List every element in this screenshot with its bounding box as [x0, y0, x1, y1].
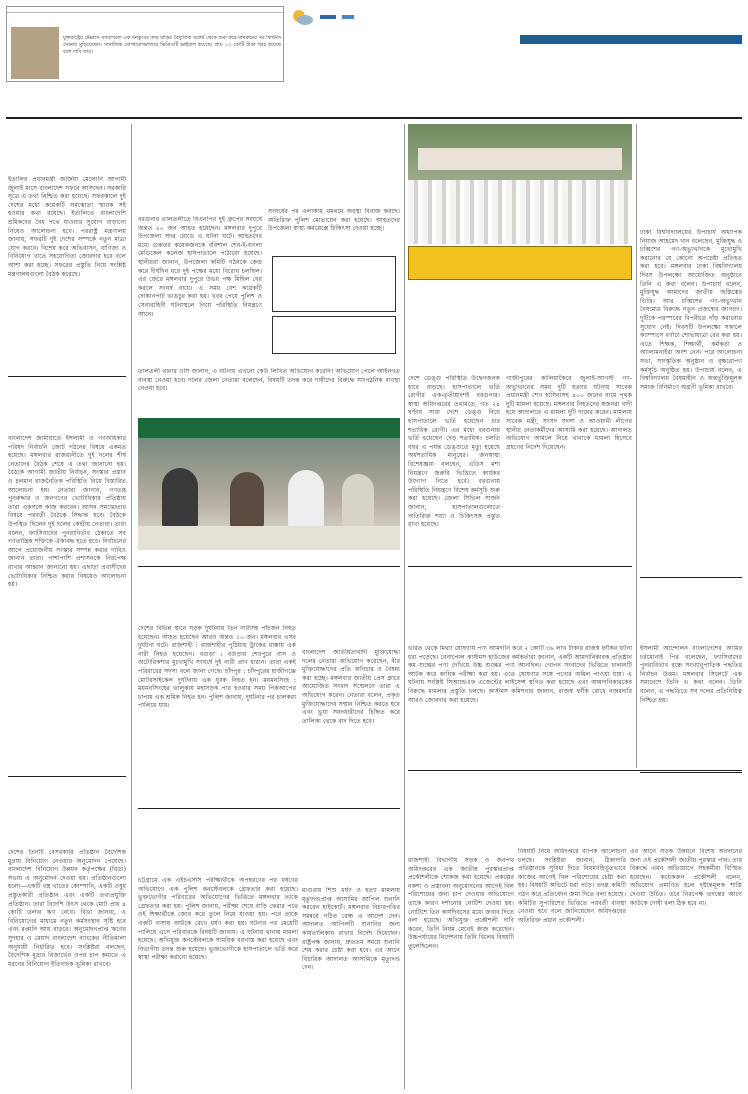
press-conference-photo: [138, 438, 400, 550]
engineer-body-a: রাজশাহী বিভাগীয় সড়ক ও জনপথ অধিদপ্তরের এক জাতীয় পুরস্কারপ্রাপ্ত প্রকৌশলীকে শোকজ করা হয়েছে। প্রকল্পের নকশা ও প্রস্তাবনা অনুমোদনের আগেই বিল পরিশোধের জন্য চাপ দেওয়ার অভিযোগে তাকে কারণ দর্শানোর নোটিশ দেওয়া হয়। নোটিশে তিন কার্যদিবসের মধ্যে জবাব দিতে বলা হয়েছে। অভিযুক্ত প্রকৌশলী দাবি করেন, তিনি নিয়ম মেনেই কাজ করেছেন। উচ্চপর্যায়ের নির্দেশনায় তিনি বিলের বিষয়টি তুলেছিলেন।: [408, 857, 514, 950]
top-ad-photo: [11, 27, 59, 79]
top-ad-title: [7, 7, 283, 13]
election-body: বাংলাদেশ জামায়াতে ইসলামী ও গণঅধিকার পরিষদ নির্বাচনি জোট গঠনের বিষয়ে একমত হয়েছে। মঙ্গলবার রাজধানীতে দুই দলের শীর্ষ নেতাদের বৈঠক শেষে এ তথ্য জানানো হয়। বৈঠকে আগামী জাতীয় নির্বাচন, সংস্কার প্রস্তাব ও চলমান রাজনৈতিক পরিস্থিতি নিয়ে বিস্তারিত আলোচনা হয়। নেতারা জানান, গণতন্ত্র পুনরুদ্ধার ও জনগণের ভোটাধিকার প্রতিষ্ঠায় তারা একসঙ্গে কাজ করবেন। আসন সমঝোতার বিষয়ে পরবর্তী বৈঠকে সিদ্ধান্ত হবে। বৈঠকে উপস্থিত ছিলেন দুই দলের কেন্দ্রীয় নেতারা। তারা বলেন, ফ্যাসিবাদের পুনরাবির্ভাব ঠেকাতে সব গণতান্ত্রিক শক্তিকে ঐক্যবদ্ধ হতে হবে। নির্বাচনের আগে প্রয়োজনীয় সংস্কার সম্পন্ন করার দাবিও জানান তারা। পাশাপাশি প্রশাসনকে নিরপেক্ষ রাখার আহ্বান জানানো হয়। এছাড়া প্রবাসীদের ভোটাধিকার নিশ্চিত করার বিষয়েও আলোচনা হয়।: [8, 435, 126, 589]
mother-body: মাগুরায় শিশু ধর্ষণ ও হত্যা মামলায় মৃত্যুদণ্ডপ্রাপ্ত আসামির আপিল শুনানি করবেন হাইকোর্ট। মঙ্গলবার বিচারপতির সমন্বয়ে গঠিত বেঞ্চ এ আদেশ দেন। আদালত আপিলটি শুনানির জন্য কার্যতালিকায় রাখার নির্দেশ দিয়েছেন। রাষ্ট্রপক্ষ জানায়, দ্রুততম সময়ে শুনানি শেষ করার চেষ্টা করা হবে। এর আগে বিচারিক আদালত আসামিকে মৃত্যুদণ্ড দেন।: [302, 887, 400, 972]
italy-body: ইতালির প্রধানমন্ত্রী জর্জিয়া মেলোনি আগামী জুলাই মাসে বাংলাদেশ সফরে আসছেন। সরকারি সূত্রে এ তথ্য নিশ্চিত করা হয়েছে। সফরকালে দুই দেশের মধ্যে কয়েকটি সমঝোতা স্মারক সই হওয়ার কথা রয়েছে। ইতালিতে বাংলাদেশি শ্রমিকদের বৈধ পথে যাওয়ার সুযোগ বাড়ানো নিয়েও আলোচনা হবে। পররাষ্ট্র মন্ত্রণালয় জানায়, সফরটি দুই দেশের সম্পর্কে নতুন মাত্রা যোগ করবে। বিশেষ করে অভিবাসন, বাণিজ্য ও বিনিয়োগ খাতে সহযোগিতা জোরদার হবে বলে আশা করা হচ্ছে। সফরের প্রস্তুতি নিয়ে সংশ্লিষ্ট মন্ত্রণালয়গুলো বৈঠক করেছে।: [8, 176, 126, 278]
mukti2-body: বাংলাদেশ জাতীয়তাবাদী মুক্তিযোদ্ধা দলের নেতারা অভিযোগ করেছেন, বীর মুক্তিযোদ্ধাদের প্রতি অবিচার ও বৈষম্য করা হচ্ছে। মঙ্গলবার জাতীয় প্রেস ক্লাবে আয়োজিত সংবাদ সম্মেলনে তারা এ অভিযোগ করেন। নেতারা বলেন, প্রকৃত মুক্তিযোদ্ধাদের সম্মান নিশ্চিত করতে হবে এবং ভুয়া সনদধারীদের চিহ্নিত করে তালিকা থেকে বাদ দিতে হবে।: [302, 649, 400, 725]
weather-table: [290, 47, 742, 85]
hasina-body: গাজীপুরের কালিয়াকৈরে জুলাই-আগস্ট গণ-অভ্যুত্থানের সময় দুটি হত্যার ঘটনায় সাবেক প্রধানমন্ত্রী শেখ হাসিনাসহ ৪০০ জনের নামে পৃথক দুটি মামলা হয়েছে। মঙ্গলবার নিহতদের স্বজনরা বাদী হয়ে আদালতে এ মামলা দুটি দায়ের করেন। মামলায় সাবেক মন্ত্রী, সংসদ সদস্য ও আওয়ামী লীগের স্থানীয় নেতাকর্মীদের আসামি করা হয়েছে। আদালত অভিযোগ আমলে নিয়ে থানাকে মামলা হিসেবে গ্রহণের নির্দেশ দিয়েছেন।: [506, 375, 632, 451]
road-body: দেশের বিভিন্ন স্থানে সড়ক দুর্ঘটনায় তিন নারীসহ পাঁচজন নিহত হয়েছেন। আহত হয়েছেন আরও অন্তত ১০ জন। মঙ্গলবার এসব দুর্ঘটনা ঘটে। রাজশাহী : রাজশাহীর পুঠিয়ায় ট্রাকের ধাক্কায় এক নারী নিহত হয়েছেন। বগুড়া : বগুড়ার শেরপুরে বাস ও অটোরিকশার মুখোমুখি সংঘর্ষে দুই নারী প্রাণ হারান। তারা একই পরিবারের সদস্য বলে জানা গেছে। চাঁদপুর : চাঁদপুরের হাজীগঞ্জে মোটরসাইকেল দুর্ঘটনায় এক যুবক নিহত হন। ময়মনসিংহ : ময়মনসিংহের ভালুকায় মহাসড়ক পার হওয়ার সময় পিকআপের চাপায় এক শ্রমিক নিহত হন। পুলিশ জানায়, দুর্ঘটনার পর চালকরা পালিয়ে যায়।: [138, 625, 296, 710]
bnp-subhead2-box: [272, 316, 396, 354]
bnp-body-c: তালতলী থানার ওসি জানান, এ ঘটনায় এখনো কেউ লিখিত অভিযোগ করেনি। অভিযোগ পেলে আইনগত ব্যবস্থা নেওয়া হবে। দলের জেলা নেতারা বলেছেন, বিষয়টি তদন্ত করে দায়ীদের বিরুদ্ধে সাংগঠনিক ব্যবস্থা নেওয়া হবে।: [138, 368, 400, 393]
smuggle-body: ভারত থেকে মিথ্যা ঘোষণায় পণ্য আমদানি করে ২ কোটি ৩৬ লাখ টাকার রাজস্ব ফাঁকির ঘটনা ধরা পড়েছে। বেনাপোল কাস্টমস হাউজের কর্মকর্তারা জানান, একটি আমদানিকারক প্রতিষ্ঠান কম শুল্কের পণ্য দেখিয়ে উচ্চ শুল্কের পণ্য আনছিল। গোপন সংবাদের ভিত্তিতে চালানটি আটক করে কায়িক পরীক্ষা করা হয়। এতে ঘোষণার সঙ্গে পণ্যের অমিল পাওয়া যায়। এ ঘটনায় সংশ্লিষ্ট সিঅ্যান্ডএফ এজেন্টের লাইসেন্স স্থগিত করা হয়েছে এবং আমদানিকারকের বিরুদ্ধে মামলার প্রস্তুতি চলছে। কাস্টমস কমিশনার জানান, রাজস্ব ফাঁকি রোধে নজরদারি আরও জোরদার করা হয়েছে।: [408, 645, 632, 704]
engineer-body-b: বিষয়টি নিয়ে অধিদপ্তরে ব্যাপক আলোচনা চলছে। সংশ্লিষ্টরা জানান, ঠিকাদারি প্রতিষ্ঠানকে সুবিধা দিতে নিয়মবহির্ভূতভাবে কাজের আগেই বিল পরিশোধের চেষ্টা করা হয়। বিষয়টি অডিটে ধরা পড়ে। তদন্ত কমিটি গঠন করে প্রতিবেদন জমা দিতে বলা হয়েছে। কমিটির সুপারিশের ভিত্তিতে পরবর্তী ব্যবস্থা নেওয়া হবে বলে জানিয়েছেন অধিদপ্তরের অতিরিক্ত প্রধান প্রকৌশলী।: [518, 848, 626, 924]
weather-day: [342, 15, 354, 19]
du-banner: [408, 246, 632, 280]
sun-cloud-icon: [290, 8, 314, 26]
hsc-body: চট্টগ্রামে এক এইচএসসি পরীক্ষার্থীকে অপহরণের পর ধর্ষণের অভিযোগে এক পুলিশ কনস্টেবলকে গ্রেফতার করা হয়েছে। ভুক্তভোগীর পরিবারের অভিযোগের ভিত্তিতে মঙ্গলবার তাকে গ্রেফতার করা হয়। পুলিশ জানায়, পরীক্ষা শেষে বাড়ি ফেরার পথে ওই শিক্ষার্থীকে জোর করে তুলে নিয়ে যাওয়া হয়। পরে তাকে একটি বাসায় আটকে রেখে ধর্ষণ করা হয়। ঘটনার পর মেয়েটি পালিয়ে এসে পরিবারকে বিষয়টি জানায়। এ ঘটনায় থানায় মামলা হয়েছে। অভিযুক্ত কনস্টেবলকে সাময়িক বরখাস্ত করা হয়েছে এবং বিভাগীয় তদন্ত শুরু হয়েছে। ভুক্তভোগীকে হাসপাতালে ভর্তি করে স্বাস্থ্য পরীক্ষা করানো হয়েছে।: [138, 877, 298, 962]
du-procession-photo: [408, 124, 632, 244]
top-ad-text: যুক্তরাষ্ট্রের টেক্সাসে বসবাসরত এক ধনকুবের তার বাড়ির বৈদ্যুতিক সকেট থেকে শুরু করে বাথরুমের সব ফিটিংস সোনায় মুড়িয়েছেন। সামাজিক যোগাযোগমাধ্যমে ভিডিওটি ভাইরাল হয়েছে। প্রায় ১২ কোটি টাকা খরচ হয়েছে বলে দাবি তার।: [63, 35, 281, 55]
engineer-body-c: এর আগে সড়ক উন্নয়নে বিশেষ অবদানের জন্য ওই প্রকৌশলী জাতীয় পুরস্কার পান। তার বিরুদ্ধে এমন অভিযোগে সহকর্মীরা বিস্মিত হয়েছেন। কয়েকজন প্রকৌশলী বলেন, অভিযোগ প্রমাণিত হলে দৃষ্টান্তমূলক শাস্তি দেওয়া উচিত। তবে নিরপেক্ষ তদন্তের আগে কাউকে দোষী বলা ঠিক হবে না।: [630, 848, 742, 907]
weather-header: [290, 6, 458, 28]
bnp-body-b: সংঘর্ষের পর এলাকায় থমথমে অবস্থা বিরাজ করছে। অতিরিক্ত পুলিশ মোতায়েন করা হয়েছে। আহতদের উপজেলা স্বাস্থ্য কমপ্লেক্সে চিকিৎসা দেওয়া হচ্ছে।: [268, 208, 400, 233]
remit-body: দেশের তিনটি বেসরকারি প্রতিষ্ঠান বৈদেশিক মুদ্রায় বিনিয়োগ নেওয়ার অনুমোদন পেয়েছে। বাংলাদেশ বিনিয়োগ উন্নয়ন কর্তৃপক্ষের (বিডা) সভায় এ অনুমোদন দেওয়া হয়। প্রতিষ্ঠানগুলো হলো—একটি বস্ত্র খাতের কোম্পানি, একটি ওষুধ প্রস্তুতকারী প্রতিষ্ঠান এবং একটি তথ্যপ্রযুক্তি প্রতিষ্ঠান। তারা বিদেশি উৎস থেকে মোট প্রায় ৪ কোটি ডলার ঋণ নেবে। বিডা জানায়, এ বিনিয়োগের মাধ্যমে নতুন কর্মসংস্থান সৃষ্টি হবে এবং রপ্তানি আয় বাড়বে। অনুমোদনপ্রাপ্ত ঋণের সুদহার ও মেয়াদ বাংলাদেশ ব্যাংকের নীতিমালা অনুযায়ী নির্ধারিত হবে। সংশ্লিষ্টরা বলছেন, বৈদেশিক মুদ্রার রিজার্ভের ওপর চাপ কমাতে এ ধরনের বিনিয়োগ ইতিবাচক ভূমিকা রাখবে।: [8, 849, 126, 968]
top-ad-box: [6, 6, 284, 82]
social-bar: [520, 35, 742, 44]
party-banner: [138, 418, 400, 438]
bnp-body-a: বরগুনার তালতলীতে বিএনপির দুই গ্রুপের সংঘর্ষে অন্তত ২০ জন আহত হয়েছেন। মঙ্গলবার দুপুরে উপজেলা সদর রোডে এ ঘটনা ঘটে। আহতদের মধ্যে গুরুতর কয়েকজনকে বরিশাল শের-ই-বাংলা মেডিকেল কলেজ হাসপাতালে পাঠানো হয়েছে। স্থানীয়রা জানান, উপজেলা কমিটি গঠনকে কেন্দ্র করে দীর্ঘদিন ধরে দুই পক্ষের মধ্যে বিরোধ চলছিল। এর জেরে মঙ্গলবার দুপুরে উভয় পক্ষ মিছিল বের করলে সংঘর্ষ বাধে। এ সময় বেশ কয়েকটি দোকানপাট ভাঙচুর করা হয়। খবর পেয়ে পুলিশ ও সেনাবাহিনী ঘটনাস্থলে গিয়ে পরিস্থিতি নিয়ন্ত্রণে আনে।: [138, 216, 262, 318]
bnp-subhead-box: [272, 256, 396, 312]
hosp-body: দেশে ডেঙ্গু পরিস্থিতি উদ্বেগজনক হারে বাড়ছে। হাসপাতালে ভর্তি রোগীর এক-তৃতীয়াংশই বরগুনার। স্বাস্থ্য অধিদপ্তরের তথ্যমতে, গত ২৪ ঘণ্টায় সারা দেশে ডেঙ্গু নিয়ে হাসপাতালে ভর্তি হয়েছেন চার শতাধিক রোগী। এর মধ্যে বরগুনায় ভর্তি হয়েছেন দেড় শতাধিক। চলতি বছর এ পর্যন্ত ডেঙ্গুতে মৃত্যু হয়েছে অর্ধশতাধিক মানুষের। জনস্বাস্থ্য বিশেষজ্ঞরা বলছেন, এডিস মশা নিয়ন্ত্রণে জরুরি ভিত্তিতে কার্যকর উদ্যোগ নিতে হবে। বরগুনায় পরিস্থিতি নিয়ন্ত্রণে বিশেষ কর্মসূচি শুরু করা হয়েছে। জেলা সিভিল সার্জন জানান, হাসপাতালগুলোতে অতিরিক্ত শয্যা ও চিকিৎসক প্রস্তুত রাখা হয়েছে।: [408, 375, 500, 529]
mukti-body: ঢাকা বিশ্ববিদ্যালয়ের উপাচার্য অধ্যাপক নিয়াজ আহমেদ খান বলেছেন, মুক্তিযুদ্ধ ও চব্বিশের গণ-অভ্যুত্থানকে মুখোমুখি করানোর যে কোনো অপচেষ্টা প্রতিহত করা হবে। মঙ্গলবার ঢাকা বিশ্ববিদ্যালয় দিবস উপলক্ষ্যে আয়োজিত অনুষ্ঠানে তিনি এ কথা বলেন। উপাচার্য বলেন, মুক্তিযুদ্ধ আমাদের জাতীয় অস্তিত্বের ভিত্তি। আর চব্বিশের গণ-অভ্যুত্থান বৈষম্যের বিরুদ্ধে নতুন প্রজন্মের জাগরণ। দুটিকে পরস্পরের বিপরীতে দাঁড় করানোর সুযোগ নেই। দিবসটি উপলক্ষ্যে সকালে ক্যাম্পাসে বর্ণাঢ্য শোভাযাত্রা বের করা হয়। এতে শিক্ষক, শিক্ষার্থী, কর্মকর্তা ও অ্যালামনাইরা অংশ নেন। পরে আলোচনা সভা, সাংস্কৃতিক অনুষ্ঠান ও বৃক্ষরোপণ কর্মসূচি অনুষ্ঠিত হয়। উপাচার্য বলেন, এ বিশ্ববিদ্যালয় বৈষম্যহীন ও অন্তর্ভুক্তিমূলক সমাজ বিনির্মাণে অগ্রণী ভূমিকা রাখবে।: [640, 229, 742, 391]
fascist-body: ইসলামী আন্দোলন বাংলাদেশের আমির চরমোনাই পির বলেছেন, ফ্যাসিবাদের পুনরাবির্ভাব বন্ধে সংখ্যানুপাতিক পদ্ধতির নির্বাচন উত্তম। মঙ্গলবার সিলেটে এক সমাবেশে তিনি এ কথা বলেন। তিনি বলেন, এ পদ্ধতিতে সব দলের প্রতিনিধিত্ব নিশ্চিত হয়।: [640, 645, 742, 704]
weather-label: [320, 15, 336, 19]
